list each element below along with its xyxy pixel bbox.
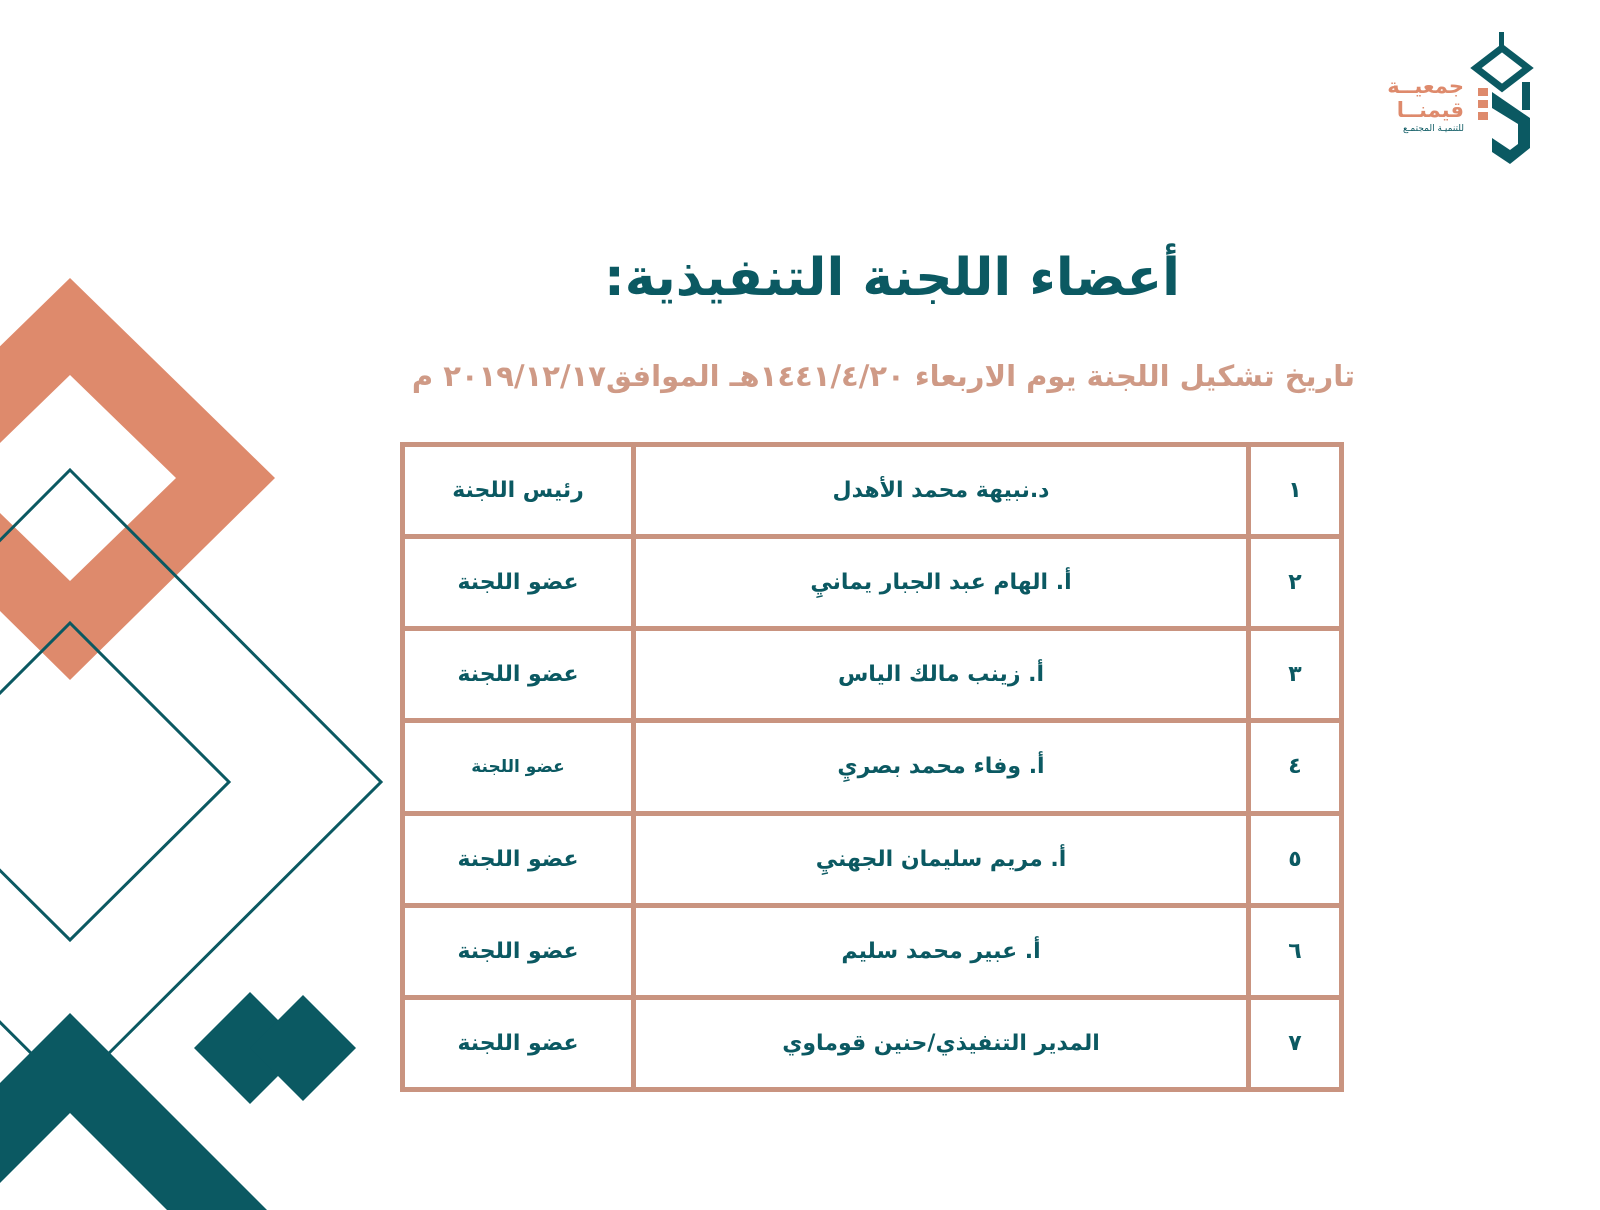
member-number: ٢	[1249, 537, 1342, 629]
table-row	[403, 537, 1342, 629]
member-role: عضو اللجنة	[403, 813, 634, 905]
member-name: أ. زينب مالك الياس	[634, 629, 1249, 721]
member-number: ٧	[1249, 997, 1342, 1089]
member-role: عضو اللجنة	[403, 629, 634, 721]
member-number: ٦	[1249, 905, 1342, 997]
member-role: عضو اللجنة	[403, 905, 634, 997]
logo-name-line1: جمعيــة	[1387, 74, 1464, 98]
logo-mark-icon	[1470, 30, 1540, 170]
page-title: أعضاء اللجنة التنفيذية:	[603, 248, 1180, 308]
teal-outline-diamond-large	[0, 470, 381, 1092]
member-role: عضو اللجنة	[403, 721, 634, 813]
member-role: رئيس اللجنة	[403, 445, 634, 537]
committee-date-subtitle: تاريخ تشكيل اللجنة يوم الاربعاء ١٤٤١/٤/٢٠هـ الموافق٢٠١٩/١٢/١٧ م	[411, 359, 1355, 393]
table-row	[403, 721, 1342, 813]
organization-logo	[1380, 30, 1540, 170]
decorative-shapes	[0, 0, 400, 1210]
logo-tagline: للتنميـة المجتمـع	[1403, 124, 1464, 134]
member-number: ٥	[1249, 813, 1342, 905]
member-name: أ. وفاء محمد بصريِ	[634, 721, 1249, 813]
member-name: أ. مريم سليمان الجهنيِ	[634, 813, 1249, 905]
member-name: أ. عبير محمد سليم	[634, 905, 1249, 997]
member-name: د.نبيهة محمد الأهدل	[634, 445, 1249, 537]
member-number: ٤	[1249, 721, 1342, 813]
member-name: المدير التنفيذي/حنين قوماوي	[634, 997, 1249, 1089]
logo-text	[1387, 74, 1464, 136]
member-number: ٣	[1249, 629, 1342, 721]
member-role: عضو اللجنة	[403, 997, 634, 1089]
table-row	[403, 629, 1342, 721]
member-role: عضو اللجنة	[403, 537, 634, 629]
salmon-diamond-shape	[0, 278, 275, 680]
table-row	[403, 813, 1342, 905]
table-row	[403, 445, 1342, 537]
member-name: أ. الهام عبد الجبار يمانيِ	[634, 537, 1249, 629]
member-number: ١	[1249, 445, 1342, 537]
teal-outline-diamond-small	[0, 623, 229, 940]
table-row	[403, 997, 1342, 1089]
logo-name-line2: قيمنــا	[1396, 98, 1464, 122]
committee-members-table	[400, 442, 1344, 1092]
table-row	[403, 905, 1342, 997]
